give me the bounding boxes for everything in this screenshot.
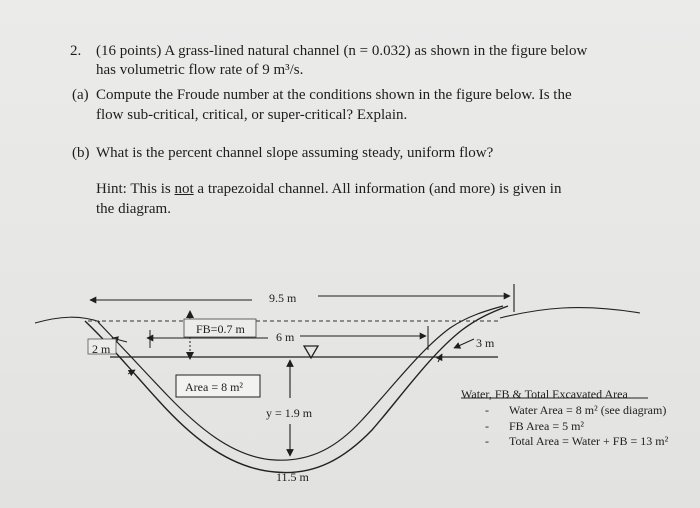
right-dim-arrow xyxy=(454,339,474,348)
depth-label: y = 1.9 m xyxy=(266,406,313,420)
part-b-label: (b) xyxy=(72,145,90,161)
top-width-label: 9.5 m xyxy=(269,291,297,305)
right-bank-arrow xyxy=(438,354,442,362)
bottom-width-label: 11.5 m xyxy=(276,470,309,484)
freeboard-arrow-up xyxy=(186,310,194,318)
left-dim-label: 2 m xyxy=(92,342,111,356)
channel-bank-outer xyxy=(85,306,508,473)
channel-bank-inner xyxy=(98,306,503,460)
part-b-text: What is the percent channel slope assuming steady, uniform flow? xyxy=(96,145,494,161)
part-a-line-2: flow sub-critical, critical, or super-critical? Explain. xyxy=(96,107,408,123)
problem-number: 2. xyxy=(70,43,82,59)
part-a-line-1: Compute the Froude number at the conditions shown in the figure below. Is the xyxy=(96,87,572,103)
legend-bullet-3: - xyxy=(485,434,489,448)
ground-left xyxy=(35,317,100,323)
legend-item-2: FB Area = 5 m² xyxy=(509,419,585,433)
hint-suffix: a trapezoidal channel. All information (and more) is given in xyxy=(193,181,562,197)
water-width-label: 6 m xyxy=(276,330,295,344)
freeboard-arrow-down xyxy=(186,352,194,360)
hint-line-2: the diagram. xyxy=(96,201,171,217)
legend-item-1: Water Area = 8 m² (see diagram) xyxy=(509,403,667,417)
legend-bullet-2: - xyxy=(485,419,489,433)
hint-prefix: Hint: This is xyxy=(96,181,175,197)
problem-line-2: has volumetric flow rate of 9 m³/s. xyxy=(96,62,304,78)
legend-item-3: Total Area = Water + FB = 13 m² xyxy=(509,434,669,448)
hint-emphasis: not xyxy=(174,181,194,197)
legend-bullet-1: - xyxy=(485,403,489,417)
problem-line-1: (16 points) A grass-lined natural channel (n = 0.032) as shown in the figure below xyxy=(96,43,588,59)
right-dim-label: 3 m xyxy=(476,336,495,350)
legend-title: Water, FB & Total Excavated Area xyxy=(461,387,628,401)
part-a-label: (a) xyxy=(72,87,89,103)
water-surface-symbol xyxy=(304,346,318,358)
area-label: Area = 8 m² xyxy=(185,380,244,394)
ground-right xyxy=(500,308,640,318)
freeboard-label: FB=0.7 m xyxy=(196,322,245,336)
